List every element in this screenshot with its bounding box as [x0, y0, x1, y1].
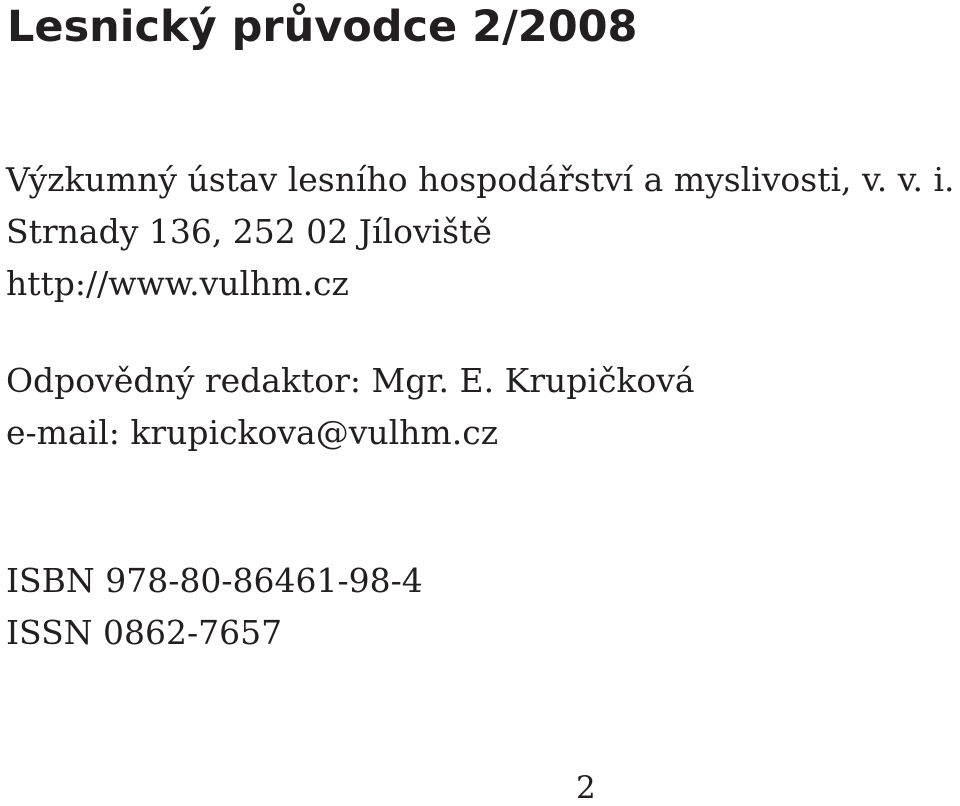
publisher-address: Strnady 136, 252 02 Jíloviště — [6, 212, 492, 251]
editor-name: Odpovědný redaktor: Mgr. E. Krupičková — [6, 361, 695, 400]
editor-info — [6, 355, 695, 459]
publisher-info — [6, 154, 955, 310]
isbn-number: ISBN 978-80-86461-98-4 — [6, 561, 423, 600]
publisher-website: http://www.vulhm.cz — [6, 264, 349, 303]
page-number: 2 — [576, 770, 596, 806]
issn-number: ISSN 0862-7657 — [6, 613, 283, 652]
document-title: Lesnický průvodce 2/2008 — [7, 2, 638, 52]
editor-email: e-mail: krupickova@vulhm.cz — [6, 413, 499, 452]
identifiers — [6, 555, 423, 659]
publisher-name: Výzkumný ústav lesního hospodářství a myslivosti, v. v. i. — [6, 160, 955, 199]
